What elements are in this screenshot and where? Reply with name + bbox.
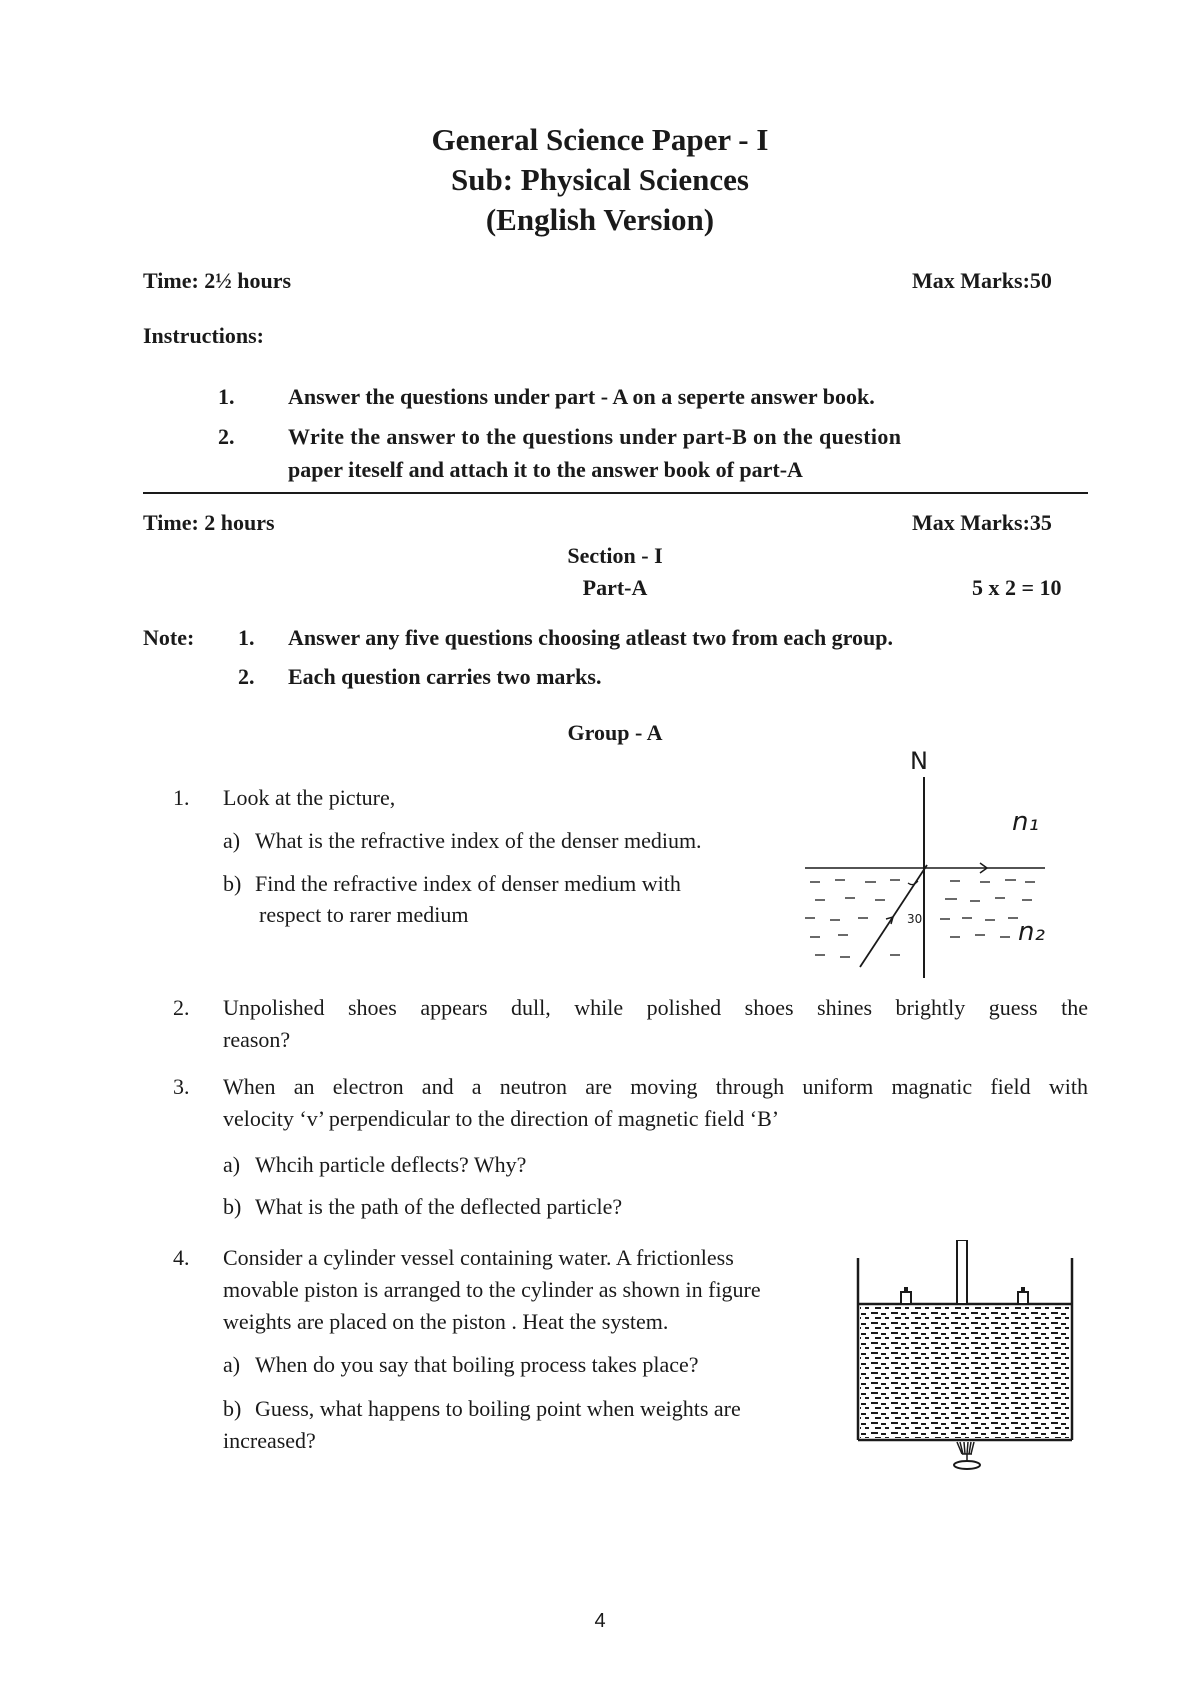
question-text-continued: weights are placed on the piston . Heat the system. (223, 1309, 669, 1334)
burner (954, 1442, 980, 1469)
water (860, 1306, 1070, 1438)
question-text: Consider a cylinder vessel containing water. A frictionless (223, 1245, 734, 1270)
subquestion-label: b) (223, 1396, 242, 1421)
subquestion-label: a) (223, 1152, 241, 1177)
piston (858, 1240, 1072, 1304)
total-time: Time: 2½ hours (143, 268, 292, 293)
question-number: 2. (173, 995, 190, 1020)
medium1-label: n₁ (1012, 807, 1039, 837)
subject-title: Sub: Physical Sciences (451, 162, 749, 197)
question-text-continued: velocity ‘v’ perpendicular to the direction of magnetic field ‘B’ (223, 1106, 780, 1131)
subquestion-text: Find the refractive index of denser medium with (255, 871, 681, 896)
instruction-text: Answer the questions under part - A on a seperte answer book. (288, 384, 875, 409)
weight (1018, 1287, 1028, 1304)
subquestion-text: Whcih particle deflects? Why? (255, 1152, 527, 1177)
subquestion-text-continued: increased? (223, 1428, 316, 1453)
subquestion-text-continued: respect to rarer medium (259, 902, 469, 927)
subquestion-text: What is the refractive index of the denser medium. (255, 828, 702, 853)
question-text: Look at the picture, (223, 785, 396, 810)
instruction-text: Write the answer to the questions under part-B on the question (288, 424, 902, 449)
question-text-continued: reason? (223, 1027, 291, 1052)
subquestion-text: Guess, what happens to boiling point when weights are (255, 1396, 741, 1421)
note-text: Answer any five questions choosing atleast two from each group. (288, 625, 894, 650)
note-label: Note: (143, 625, 195, 650)
note-number: 2. (238, 664, 255, 689)
group-title: Group - A (567, 720, 663, 745)
divider-line (143, 492, 1088, 494)
part-title: Part-A (582, 575, 648, 600)
paper-title: General Science Paper - I (431, 122, 769, 157)
note-number: 1. (238, 625, 255, 650)
instruction-text-continued: paper iteself and attach it to the answer book of part-A (288, 457, 803, 482)
subquestion-label: b) (223, 871, 242, 896)
weight (901, 1287, 911, 1304)
question-number: 1. (173, 785, 190, 810)
question-text: Unpolished shoes appears dull, while polished shoes shines brightly guess the (223, 995, 1088, 1020)
question-text: When an electron and a neutron are moving through uniform magnatic field with (223, 1074, 1088, 1099)
subquestion-label: a) (223, 1352, 241, 1377)
medium2-label: n₂ (1018, 917, 1045, 947)
part-a-max-marks: Max Marks:35 (912, 510, 1052, 535)
refraction-diagram (790, 735, 1090, 990)
subquestion-text: When do you say that boiling process takes place? (255, 1352, 699, 1377)
total-max-marks: Max Marks:50 (912, 268, 1052, 293)
piston-cylinder-diagram (850, 1240, 1085, 1475)
question-number: 3. (173, 1074, 190, 1099)
angle-label: 30 (907, 912, 923, 926)
question-text-continued: movable piston is arranged to the cylinder as shown in figure (223, 1277, 761, 1302)
instruction-number: 1. (218, 384, 235, 409)
subquestion-label: a) (223, 828, 241, 853)
instructions-label: Instructions: (143, 323, 265, 348)
subquestion-text: What is the path of the deflected particle? (255, 1194, 623, 1219)
marks-formula: 5 x 2 = 10 (972, 575, 1062, 600)
version-title: (English Version) (485, 202, 715, 237)
subquestion-label: b) (223, 1194, 242, 1219)
normal-label: N (910, 747, 928, 775)
question-number: 4. (173, 1245, 190, 1270)
instruction-number: 2. (218, 424, 235, 449)
note-text: Each question carries two marks. (288, 664, 602, 689)
part-a-time: Time: 2 hours (143, 510, 275, 535)
page-number: 4 (594, 1610, 606, 1632)
section-title: Section - I (567, 543, 663, 568)
